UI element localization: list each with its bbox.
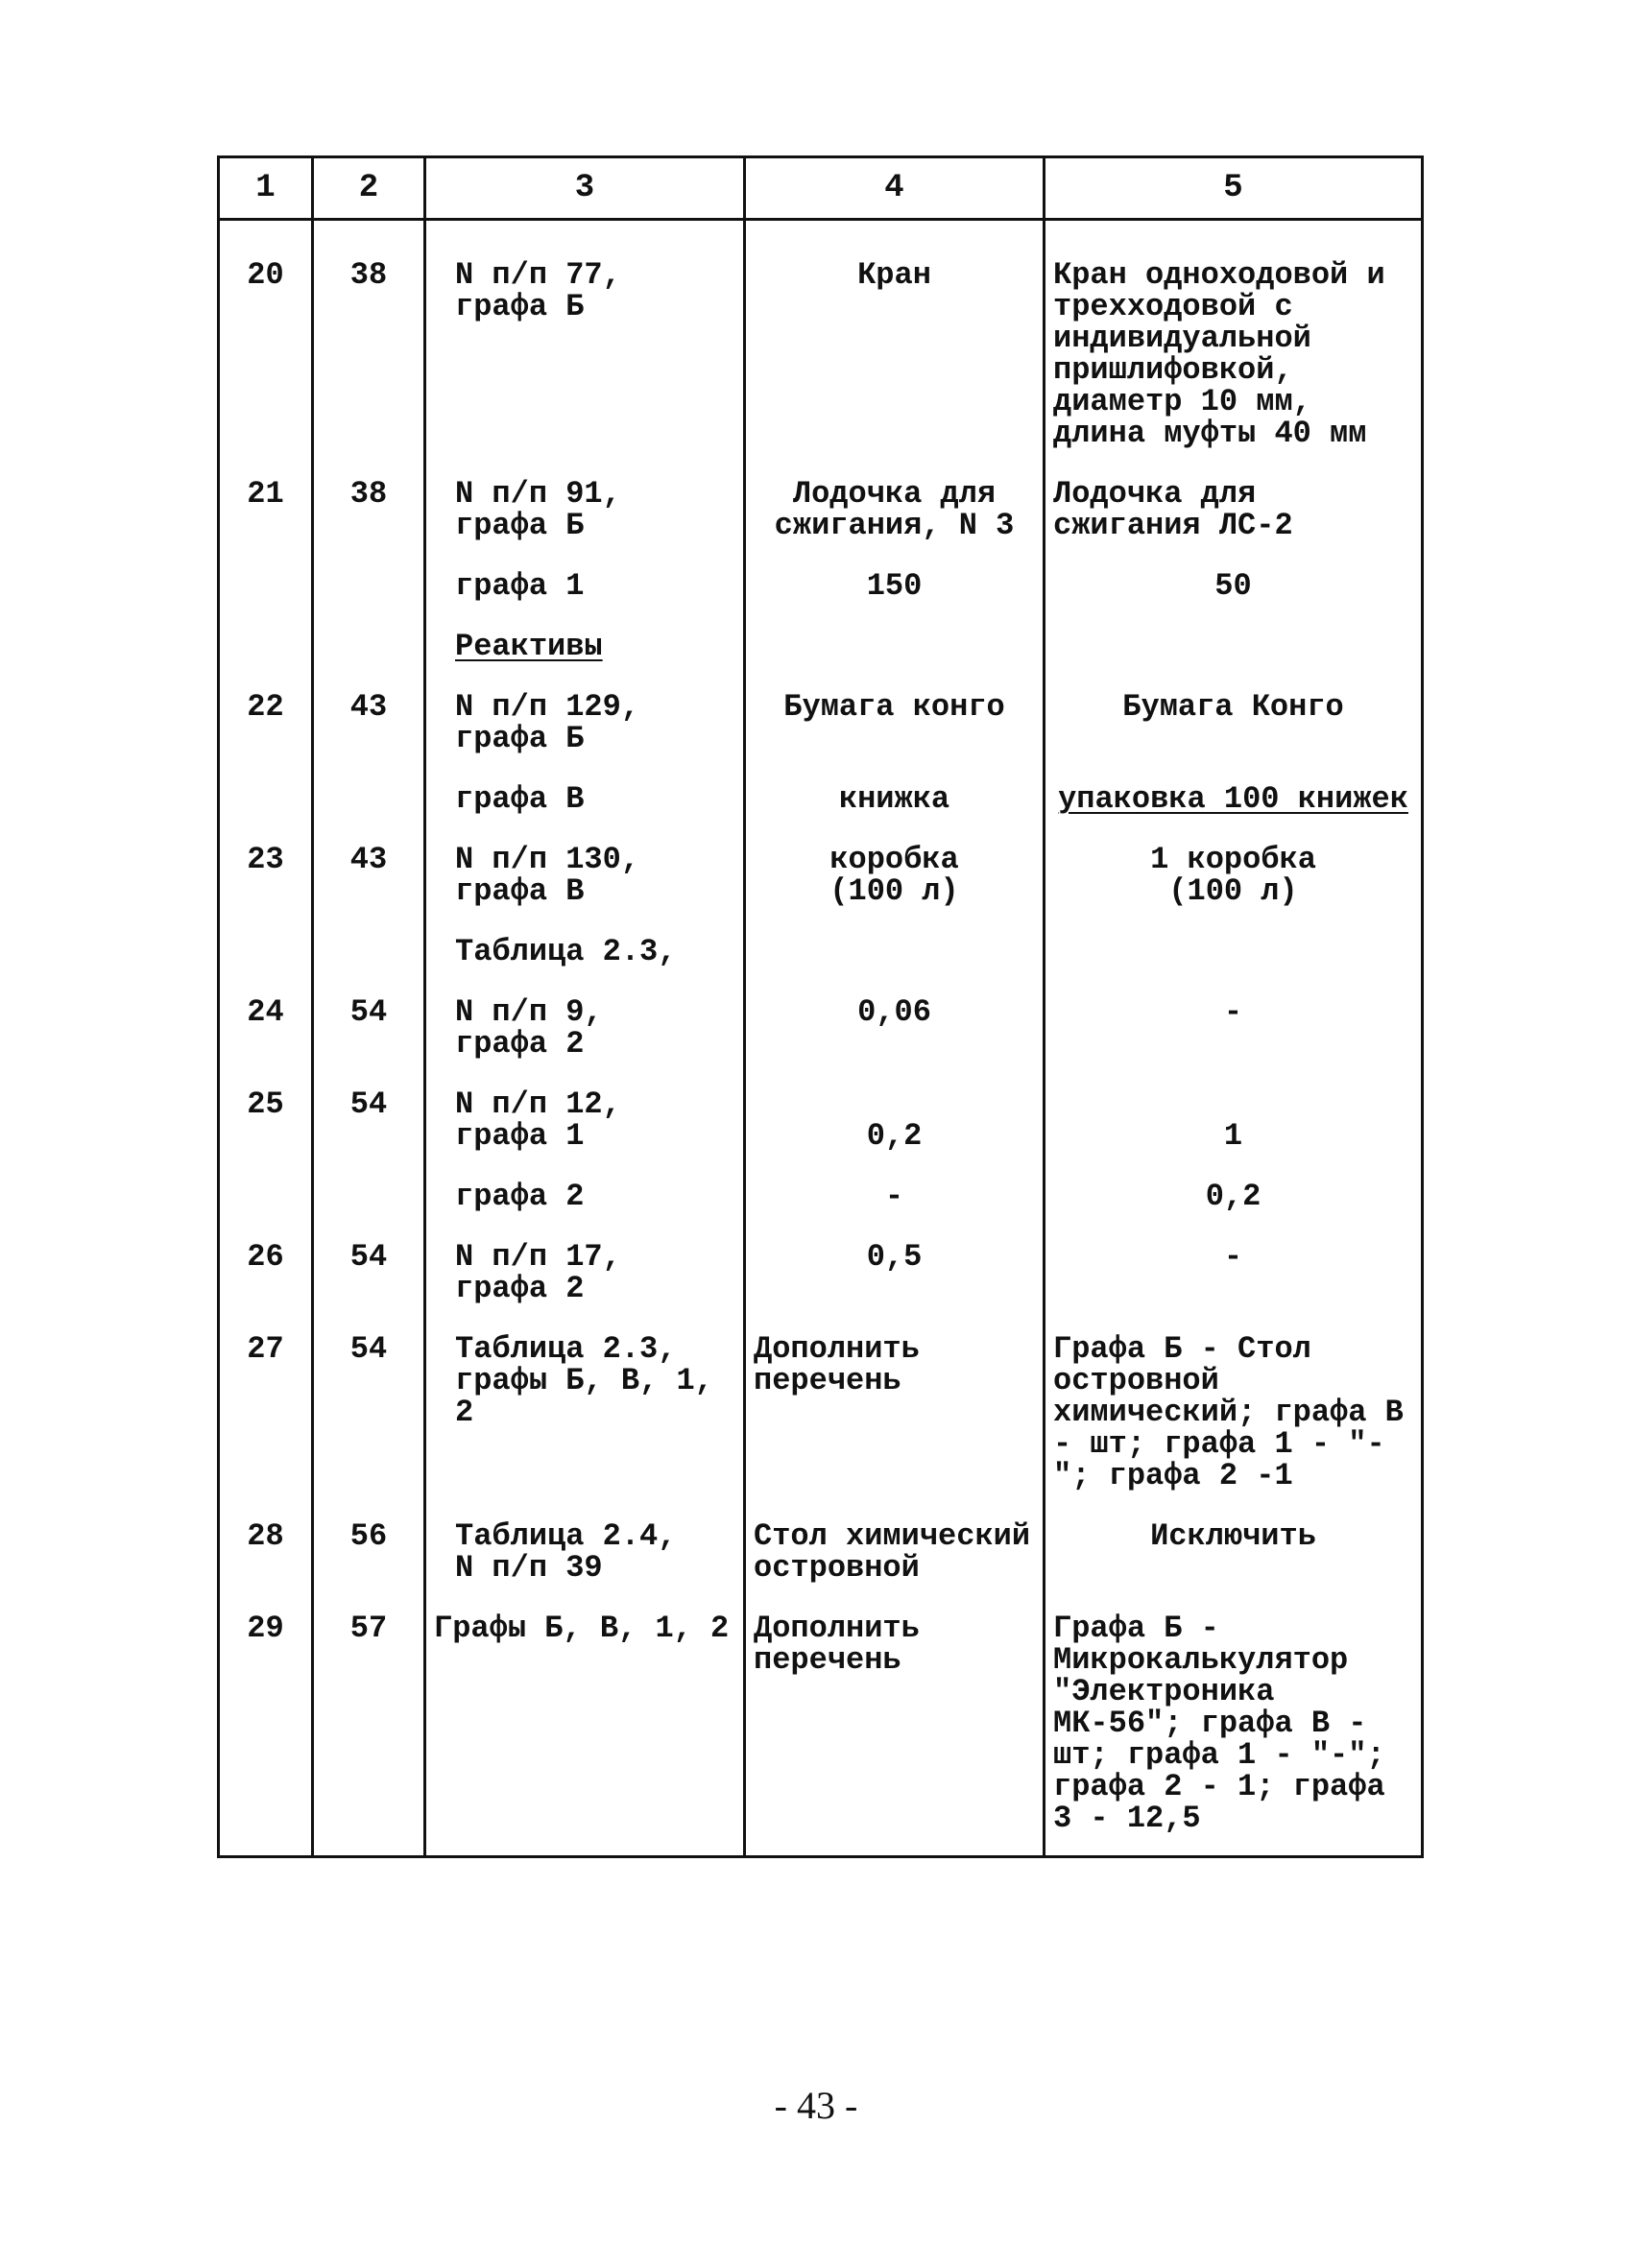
printed-cell: коробка (100 л)	[745, 844, 1045, 936]
location-cell: графа 1	[425, 570, 745, 631]
should-read-cell: Бумага Конго	[1045, 691, 1423, 783]
printed-cell	[745, 936, 1045, 996]
page-ref: 54	[313, 1241, 425, 1333]
table-row	[219, 1612, 1423, 1857]
should-read-cell: Лодочка для сжигания ЛС-2	[1045, 478, 1423, 570]
printed-cell: Стол химический островной	[745, 1520, 1045, 1612]
table-row	[219, 936, 1423, 996]
header-cell: 2	[313, 157, 425, 220]
amendments-table	[217, 155, 1424, 1858]
location-cell: N п/п 17, графа 2	[425, 1241, 745, 1333]
printed-cell: 0,06	[745, 996, 1045, 1088]
should-read-cell: 0,2	[1045, 1181, 1423, 1241]
row-number: 24	[219, 996, 313, 1088]
should-read-cell	[1045, 783, 1423, 844]
location-cell: Таблица 2.4, N п/п 39	[425, 1520, 745, 1612]
table-row	[219, 220, 1423, 479]
should-read-cell: 50	[1045, 570, 1423, 631]
header-cell: 3	[425, 157, 745, 220]
row-number: 20	[219, 220, 313, 479]
should-read-text: упаковка 100 книжек	[1058, 781, 1408, 817]
table-header-row	[219, 157, 1423, 220]
should-read-cell	[1045, 631, 1423, 691]
table-row	[219, 1241, 1423, 1333]
row-number	[219, 783, 313, 844]
printed-cell: -	[745, 1181, 1045, 1241]
should-read-cell	[1045, 936, 1423, 996]
page-number: - 43 -	[774, 2084, 858, 2127]
section-heading	[425, 631, 745, 691]
location-cell: Графы Б, В, 1, 2	[425, 1612, 745, 1857]
page-ref	[313, 1181, 425, 1241]
table-row	[219, 844, 1423, 936]
table-row	[219, 691, 1423, 783]
page-ref	[313, 570, 425, 631]
table-row	[219, 783, 1423, 844]
printed-cell: Кран	[745, 220, 1045, 479]
page-ref: 54	[313, 1333, 425, 1520]
row-number	[219, 631, 313, 691]
printed-cell: Бумага конго	[745, 691, 1045, 783]
table-row	[219, 1181, 1423, 1241]
row-number: 27	[219, 1333, 313, 1520]
should-read-cell: Исключить	[1045, 1520, 1423, 1612]
row-number: 25	[219, 1088, 313, 1181]
location-cell: Таблица 2.3,	[425, 936, 745, 996]
header-cell: 5	[1045, 157, 1423, 220]
location-cell: Таблица 2.3, графы Б, В, 1, 2	[425, 1333, 745, 1520]
printed-text: 0,2	[866, 1118, 923, 1154]
row-number: 26	[219, 1241, 313, 1333]
section-heading-text: Реактивы	[455, 629, 603, 664]
location-cell: N п/п 91, графа Б	[425, 478, 745, 570]
page-ref: 43	[313, 691, 425, 783]
printed-cell: 150	[745, 570, 1045, 631]
should-read-cell	[1045, 1088, 1423, 1181]
location-cell: N п/п 77, графа Б	[425, 220, 745, 479]
location-cell: N п/п 130, графа В	[425, 844, 745, 936]
printed-cell: книжка	[745, 783, 1045, 844]
page-ref: 38	[313, 478, 425, 570]
table-row	[219, 570, 1423, 631]
row-number: 23	[219, 844, 313, 936]
location-cell: N п/п 12, графа 1	[425, 1088, 745, 1181]
location-cell: графа В	[425, 783, 745, 844]
table-row	[219, 996, 1423, 1088]
table-row	[219, 1333, 1423, 1520]
row-number	[219, 1181, 313, 1241]
row-number: 29	[219, 1612, 313, 1857]
header-cell: 1	[219, 157, 313, 220]
row-number: 28	[219, 1520, 313, 1612]
printed-cell	[745, 1088, 1045, 1181]
page-ref: 54	[313, 996, 425, 1088]
row-number	[219, 570, 313, 631]
table-row	[219, 631, 1423, 691]
printed-cell: Дополнить перечень	[745, 1612, 1045, 1857]
page-ref: 38	[313, 220, 425, 479]
should-read-cell: Графа Б - Стол островной химический; графа В - шт; графа 1 - "-"; графа 2 -1	[1045, 1333, 1423, 1520]
row-number: 21	[219, 478, 313, 570]
row-number: 22	[219, 691, 313, 783]
location-cell: N п/п 129, графа Б	[425, 691, 745, 783]
should-read-cell: 1 коробка (100 л)	[1045, 844, 1423, 936]
table-row	[219, 478, 1423, 570]
printed-cell: 0,5	[745, 1241, 1045, 1333]
page-ref: 43	[313, 844, 425, 936]
page-ref: 56	[313, 1520, 425, 1612]
should-read-cell: Графа Б - Микрокалькулятор "Электроника МК-56"; графа В - шт; графа 1 - "-"; графа 2 - 1; графа 3 - 12,5	[1045, 1612, 1423, 1857]
should-read-text: 1	[1223, 1118, 1243, 1154]
row-number	[219, 936, 313, 996]
printed-cell: Дополнить перечень	[745, 1333, 1045, 1520]
printed-cell: Лодочка для сжигания, N 3	[745, 478, 1045, 570]
table-row	[219, 1520, 1423, 1612]
should-read-cell: -	[1045, 996, 1423, 1088]
printed-cell	[745, 631, 1045, 691]
location-cell: N п/п 9, графа 2	[425, 996, 745, 1088]
page-ref	[313, 631, 425, 691]
location-cell: графа 2	[425, 1181, 745, 1241]
should-read-cell: -	[1045, 1241, 1423, 1333]
page-ref: 57	[313, 1612, 425, 1857]
table-row	[219, 1088, 1423, 1181]
page-ref: 54	[313, 1088, 425, 1181]
page-ref	[313, 783, 425, 844]
should-read-cell: Кран одноходовой и трехходовой с индивидуальной пришлифовкой, диаметр 10 мм, длина муфты 40 мм	[1045, 220, 1423, 479]
header-cell: 4	[745, 157, 1045, 220]
page-ref	[313, 936, 425, 996]
